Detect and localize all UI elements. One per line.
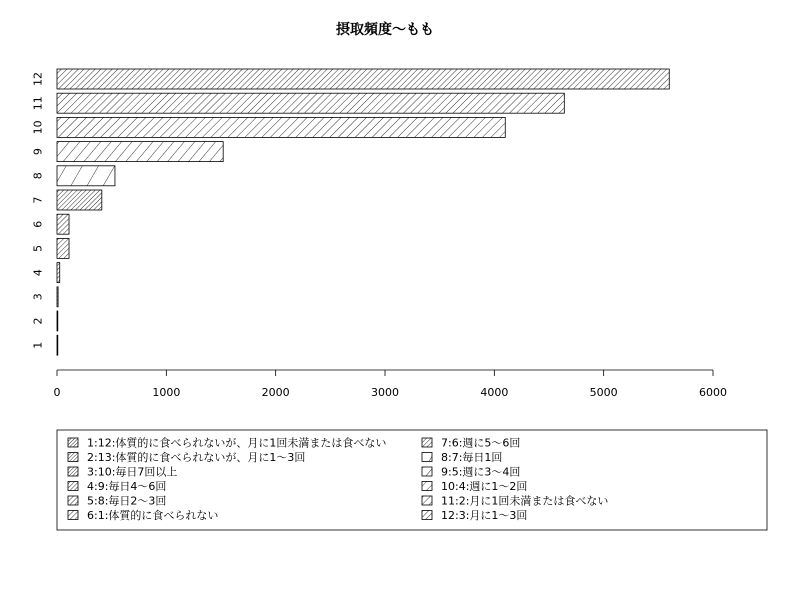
bar-4 [57,263,60,283]
legend-entry: 8:7:毎日1回 [441,451,503,464]
legend [57,430,767,530]
y-tick-label: 12 [31,72,45,86]
legend-swatch [68,467,78,476]
legend-swatch [68,496,78,505]
y-tick-label: 5 [31,244,45,252]
bar-8 [57,166,115,186]
y-tick-label: 4 [31,269,45,277]
bar-12 [57,69,669,89]
legend-swatch [422,453,432,462]
legend-swatch [422,438,432,447]
legend-entry: 4:9:毎日4〜6回 [87,480,167,493]
legend-entry: 11:2:月に1回未満または食べない [441,494,609,508]
legend-swatch [68,511,78,520]
legend-swatch [68,438,78,447]
bar-6 [57,214,69,234]
x-axis [54,370,728,399]
x-tick-label: 1000 [152,386,181,399]
bar-10 [57,117,505,137]
y-tick-label: 8 [31,172,45,180]
y-tick-label: 9 [31,148,45,156]
legend-swatch [68,453,78,462]
bar-9 [57,142,223,162]
y-tick-label: 6 [31,220,45,228]
chart-title: 摂取頻度〜もも [336,22,434,38]
legend-swatch [422,511,432,520]
x-tick-label: 0 [53,386,61,399]
x-tick-label: 2000 [261,386,290,399]
x-tick-label: 5000 [589,386,618,399]
bars-group [57,69,669,355]
y-axis [32,72,45,349]
x-tick-label: 3000 [371,386,399,399]
bar-1 [57,335,58,355]
y-tick-label: 2 [31,317,45,325]
legend-entry: 9:5:週に3〜4回 [441,465,521,479]
x-tick-label: 6000 [699,386,727,399]
legend-entry: 7:6:週に5〜6回 [441,436,521,450]
legend-swatch [422,482,432,491]
legend-entry: 12:3:月に1〜3回 [441,509,528,522]
legend-entry: 2:13:体質的に食べられないが、月に1〜3回 [87,451,306,464]
y-tick-label: 11 [31,96,45,111]
y-tick-label: 3 [31,293,45,301]
y-tick-label: 7 [31,196,45,204]
x-tick-label: 4000 [480,386,509,399]
bar-11 [57,93,564,113]
legend-entry: 3:10:毎日7回以上 [87,465,178,479]
legend-swatch [68,482,78,491]
y-tick-label: 10 [31,120,45,135]
bar-7 [57,190,102,210]
bar-5 [57,238,69,258]
y-tick-label: 1 [31,341,45,349]
legend-entry: 6:1:体質的に食べられない [87,509,219,522]
legend-entry: 5:8:毎日2〜3回 [87,494,167,508]
legend-entry: 1:12:体質的に食べられないが、月に1回未満または食べない [87,436,387,450]
bar-2 [57,311,58,331]
legend-entry: 10:4:週に1〜2回 [441,480,528,493]
bar-3 [57,287,58,307]
legend-swatch [422,467,432,476]
legend-swatch [422,496,432,505]
